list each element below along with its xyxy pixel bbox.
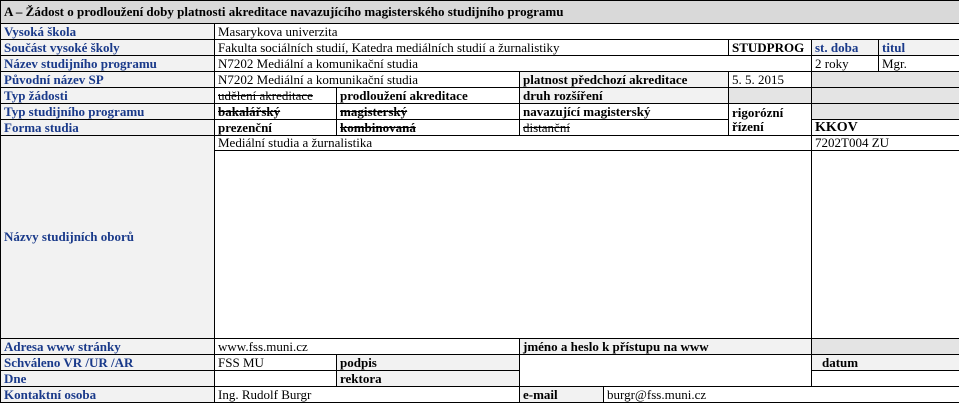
kkov-label: KKOV [812,120,959,136]
rector-signature-value [520,355,812,387]
faculty-label: Součást vysoké školy [1,40,215,56]
date-column-label: datum [812,355,959,371]
date-signature-value [812,371,959,387]
study-fields-label: Názvy studijních oborů [1,136,215,339]
extension-kind-label: druh rozšíření [520,88,729,104]
degree-label: titul [879,40,959,56]
program-name-value: N7202 Mediální a komunikační studia [215,56,812,72]
study-field-code: 7202T004 ZU [812,136,959,151]
duration-label: st. doba [812,40,879,56]
contact-person-value: Ing. Rudolf Burgr [215,387,520,403]
study-form-label: Forma studia [1,120,215,136]
study-fields-empty [215,151,812,339]
study-codes-empty [812,151,959,339]
empty-cell-gray [812,88,959,104]
study-form-combined-text: kombinovaná [340,119,416,135]
study-form-combined [337,120,520,136]
study-form-fulltime: prezenční [215,120,337,136]
approved-label: Schváleno VR /UR /AR [1,355,215,371]
request-option-grant [215,88,337,104]
program-type-master [337,104,520,120]
study-form-distance-text: distanční [523,119,570,135]
empty-cell-gray [812,72,959,88]
studprog-label: STUDPROG [729,40,812,56]
program-type-bachelor-text: bakalářský [218,103,281,119]
website-label: Adresa www stránky [1,339,215,355]
faculty-value: Fakulta sociálních studií, Katedra mediálních studií a žurnalistiky [215,40,729,56]
contact-person-label: Kontaktní osoba [1,387,215,403]
email-label: e-mail [520,387,604,403]
request-type-label: Typ žádosti [1,88,215,104]
request-option-grant-text: udělení akreditace [218,87,313,103]
approved-value: FSS MU [215,355,337,371]
extension-kind-value [729,88,812,104]
original-name-label: Původní název SP [1,72,215,88]
date-label: Dne [1,371,215,387]
validity-date: 5. 5. 2015 [729,72,812,88]
original-name-value: N7202 Mediální a komunikační studia [215,72,520,88]
date-value [215,371,337,387]
program-type-follow-up-master: navazující magisterský [520,104,729,120]
study-form-distance [520,120,729,136]
program-type-master-text: magisterský [340,103,408,119]
program-name-label: Název studijního programu [1,56,215,72]
duration-value: 2 roky [812,56,879,72]
form-title: A – Žádost o prodloužení doby platnosti akreditace navazujícího magisterského studijního programu [1,1,959,24]
program-type-label: Typ studijního programu [1,104,215,120]
website-value: www.fss.muni.cz [215,339,520,355]
empty-cell-gray [812,104,959,120]
program-type-bachelor [215,104,337,120]
school-label: Vysoká škola [1,24,215,40]
rector-label: rektora [337,371,520,387]
email-value: burgr@fss.muni.cz [604,387,959,403]
web-login-value [812,339,959,355]
school-value: Masarykova univerzita [215,24,959,40]
request-option-extension: prodloužení akreditace [337,88,520,104]
web-login-label: jméno a heslo k přístupu na www [520,339,812,355]
validity-label: platnost předchozí akreditace [520,72,729,88]
rigorous-procedure-label: rigorózní řízení [729,104,812,136]
study-field-name: Mediální studia a žurnalistika [215,136,812,151]
rector-signature-label: podpis [337,355,520,371]
degree-value: Mgr. [879,56,959,72]
